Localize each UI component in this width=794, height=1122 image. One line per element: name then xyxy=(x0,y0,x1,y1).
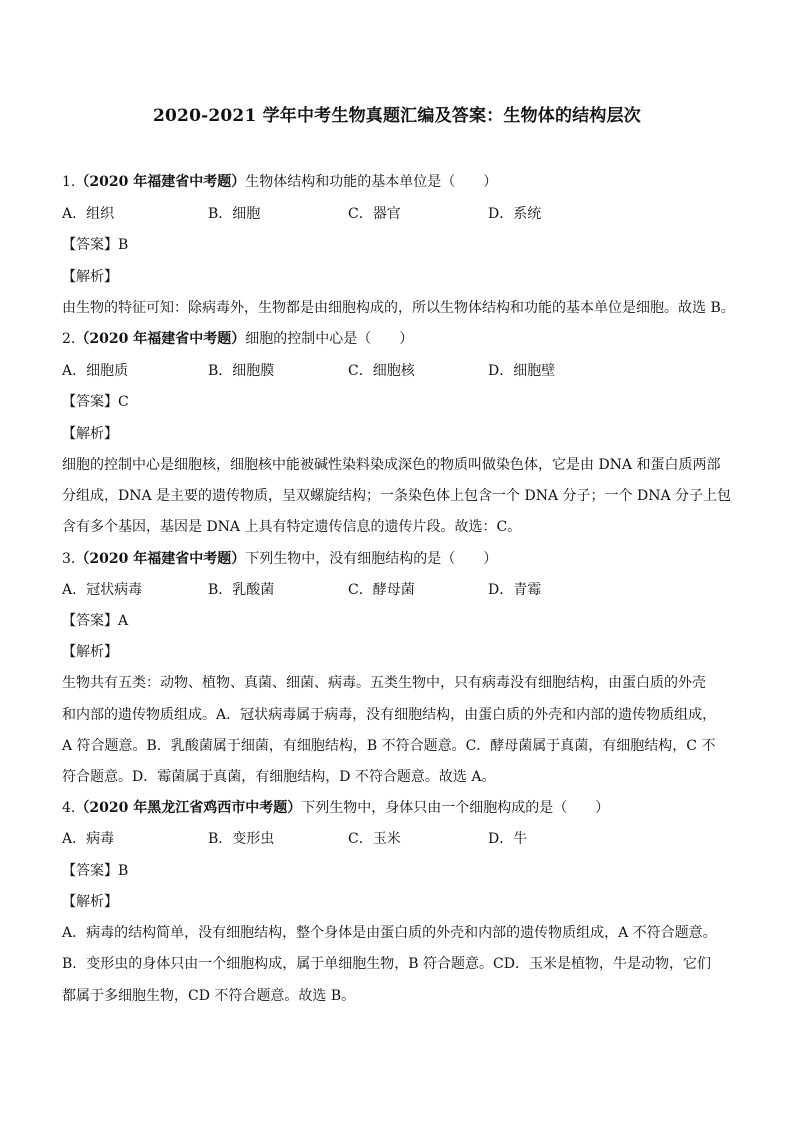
question-1-analysis-label: 【解析】 xyxy=(62,269,118,285)
question-4-analysis-line: B．变形虫的身体只由一个细胞构成，属于单细胞生物，B 符合题意。CD．玉米是植物，牛是动物，它们 xyxy=(62,956,711,972)
answer-label: 【答案】 xyxy=(62,237,118,253)
question-stem: 生物体结构和功能的基本单位是（ ） xyxy=(245,174,498,190)
option-b: B．乳酸菌 xyxy=(208,582,275,598)
question-source: （2020 年福建省中考题） xyxy=(75,174,246,190)
question-number: 3. xyxy=(62,551,76,567)
option-a: A．细胞质 xyxy=(62,363,129,379)
answer-value: A xyxy=(118,613,129,629)
question-4-stem-line xyxy=(62,798,742,818)
option-b: B．细胞膜 xyxy=(208,363,275,379)
option-c: C．玉米 xyxy=(348,831,401,847)
question-source: （2020 年福建省中考题） xyxy=(75,331,246,347)
question-3-analysis-line: 符合题意。D．霉菌属于真菌，有细胞结构，D 不符合题意。故选 A。 xyxy=(62,769,496,785)
question-4-analysis-line: A．病毒的结构简单，没有细胞结构，整个身体是由蛋白质的外壳和内部的遗传物质组成，A 不符合题意。 xyxy=(62,925,717,941)
question-2-analysis-line: 含有多个基因，基因是 DNA 上具有特定遗传信息的遗传片段。故选：C。 xyxy=(62,519,522,535)
option-d: D．牛 xyxy=(488,831,528,847)
answer-value: B xyxy=(118,863,129,879)
question-1-stem-line xyxy=(62,172,742,192)
question-number: 1. xyxy=(62,174,76,190)
question-3-stem-line xyxy=(62,549,742,569)
option-d: D．细胞壁 xyxy=(488,363,556,379)
question-number: 2. xyxy=(62,331,76,347)
answer-value: C xyxy=(118,394,129,410)
question-4-answer xyxy=(62,861,742,881)
page-title: 2020-2021 学年中考生物真题汇编及答案：生物体的结构层次 xyxy=(152,106,641,126)
option-a: A．冠状病毒 xyxy=(62,582,143,598)
question-3-answer xyxy=(62,611,742,631)
question-2-answer xyxy=(62,392,742,412)
question-2-stem-line xyxy=(62,329,742,349)
question-3-analysis-label: 【解析】 xyxy=(62,644,118,660)
question-1-analysis-line: 由生物的特征可知：除病毒外，生物都是由细胞构成的，所以生物体结构和功能的基本单位是细胞。故选 B。 xyxy=(62,300,735,316)
option-d: D．青霉 xyxy=(488,582,542,598)
question-2-analysis-label: 【解析】 xyxy=(62,426,118,442)
question-2-analysis-line: 分组成，DNA 是主要的遗传物质，呈双螺旋结构；一条染色体上包含一个 DNA 分子；一个 DNA 分子上包 xyxy=(62,488,732,504)
question-stem: 下列生物中，身体只由一个细胞构成的是（ ） xyxy=(301,800,610,816)
answer-label: 【答案】 xyxy=(62,863,118,879)
question-4-analysis-label: 【解析】 xyxy=(62,894,118,910)
option-c: C．酵母菌 xyxy=(348,582,415,598)
question-stem: 细胞的控制中心是（ ） xyxy=(245,331,414,347)
question-3-analysis-line: 生物共有五类：动物、植物、真菌、细菌、病毒。五类生物中，只有病毒没有细胞结构，由蛋白质的外壳 xyxy=(62,675,706,691)
question-2-analysis-line: 细胞的控制中心是细胞核，细胞核中能被碱性染料染成深色的物质叫做染色体，它是由 DNA 和蛋白质两部 xyxy=(62,457,721,473)
option-c: C．器官 xyxy=(348,206,401,222)
answer-label: 【答案】 xyxy=(62,613,118,629)
question-number: 4. xyxy=(62,800,76,816)
option-d: D．系统 xyxy=(488,206,542,222)
question-source: （2020 年黑龙江省鸡西市中考题） xyxy=(75,800,302,816)
question-stem: 下列生物中，没有细胞结构的是（ ） xyxy=(245,551,498,567)
question-3-analysis-line: A 符合题意。B．乳酸菌属于细菌，有细胞结构，B 不符合题意。C．酵母菌属于真菌，有细胞结构，C 不 xyxy=(62,738,716,754)
option-a: A．组织 xyxy=(62,206,115,222)
question-4-analysis-line: 都属于多细胞生物，CD 不符合题意。故选 B。 xyxy=(62,988,356,1004)
answer-label: 【答案】 xyxy=(62,394,118,410)
option-b: B．变形虫 xyxy=(208,831,275,847)
answer-value: B xyxy=(118,237,129,253)
option-c: C．细胞核 xyxy=(348,363,415,379)
question-3-analysis-line: 和内部的遗传物质组成。A．冠状病毒属于病毒，没有细胞结构，由蛋白质的外壳和内部的遗传物质组成， xyxy=(62,707,717,723)
option-a: A．病毒 xyxy=(62,831,115,847)
question-source: （2020 年福建省中考题） xyxy=(75,551,246,567)
option-b: B．细胞 xyxy=(208,206,261,222)
question-1-answer xyxy=(62,235,742,255)
